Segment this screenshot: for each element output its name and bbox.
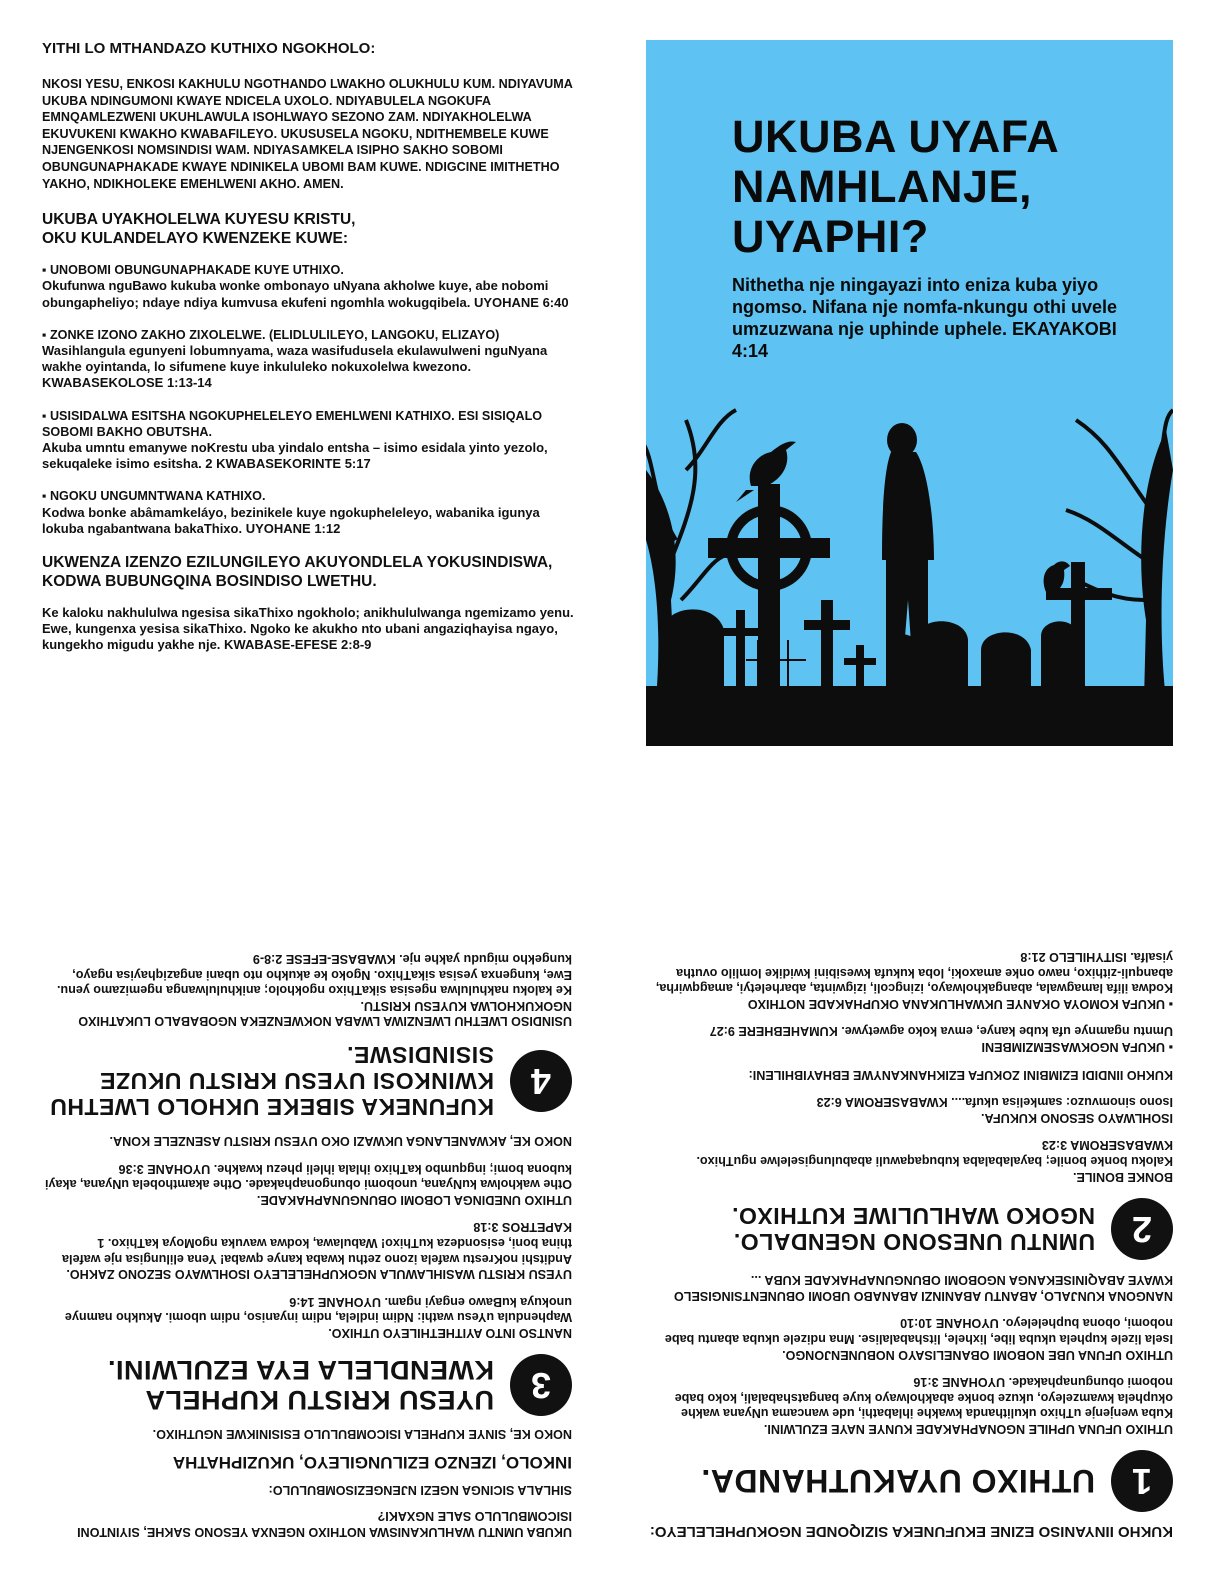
section-3-item — [42, 1293, 572, 1340]
solution-list: INKOLO, IZENZO EZILUNGILEYO, UKUZIPHATHA — [172, 1453, 572, 1472]
works-text: Ke kaloku nakhululwa ngesisa sikaThixo ngokholo; anikhululwanga ngemizamo yenu. Ewe, kungenxa yesisa sikaThixo. Ngoko ke akukho nto ubani angaziqhayisa ngayo, kungekho migudu yakhe nje. KWABASE-EFESE 2:8-9 — [42, 605, 574, 653]
item-head: ▪ UKUFA KOMOYA OKANYE UKWAHLUKANA OKUPHAKADE NOTHIXO — [747, 996, 1173, 1011]
section-2-title: UMNTU UNESONO NGENDALO. NGOKO WAHLULIWE KUTHIXO. — [731, 1202, 1095, 1255]
section-3-title: UYESU KRISTU KUPHELA KWENDLELA EYA EZULWINI. — [107, 1355, 494, 1415]
section-4-number: 4 — [510, 1050, 572, 1112]
works-heading: UKWENZA IZENZO EZILUNGILEYO AKUYONDLELA YOKUSINDISWA, KODWA BUBUNGQINA BOSINDISO LWETHU. — [42, 554, 553, 590]
item-body: Isela lizele kuphela ukuba libe, lixhele, litshabalalise. Mna ndizele ukuba abantu babe nobomi, obona bupheleleyo. UYOHANE 10:10 — [664, 1316, 1173, 1347]
assurance-body: Akuba umntu emanywe noKrestu uba yindalo entsha – isimo esidala yinto yezolo, sekuqaleke isimo esitsha. 2 KWABASEKORINTE 5:17 — [42, 439, 548, 472]
section-1-title: UTHIXO UYAKUTHANDA. — [700, 1463, 1095, 1499]
section-2-item — [646, 1137, 1173, 1184]
section-3-header — [42, 1354, 572, 1416]
section-2-item — [646, 949, 1173, 1011]
item-head: USINDISO LWETHU LWENZIWA LWABA NOKWENZEKA NGOBABALO LUKATHIXO NGOKUKHOLWA KUYESU KRISTU. — [78, 998, 572, 1029]
cover-title-line-1: UKUBA UYAFA — [732, 111, 1060, 162]
cover-title-line-2: NAMHLANJE, — [732, 161, 1033, 212]
solution-intro: UKUBA UMNTU WAHLUKANISWA NOTHIXO NGENXA YESONO SAKHE, SIYINTONI ISICOMBULULO SALE NGXAKI? — [77, 1509, 572, 1539]
section-2-item — [646, 1094, 1173, 1125]
section-2-item — [646, 1023, 1173, 1054]
item-head: ▪ UKUFA NGOKWASEMZIMBENI — [981, 1040, 1173, 1055]
assurance-body: Okufunwa nguBawo kukuba wonke ombonayo uNyana akholwe kuye, abe nobomi obungapheliyo; ndaye ndiya kumvusa ekufeni ngomhla wokugqibela. UYOHANE 6:40 — [42, 278, 569, 310]
item-head: ISOHLWAYO SESONO KUKUFA. — [981, 1110, 1173, 1125]
graveyard-illustration — [646, 40, 1173, 746]
assurance-head: ▪ NGOKU UNGUMNTWANA KATHIXO. — [42, 489, 266, 504]
cover-quote: Nithetha nje ningayazi into eniza kuba yiyo ngomso. Nifana nje nomfa-nkungu othi uvele umzuzwana nje uphinde uphele. EKAYAKOBI 4:14 — [732, 275, 1118, 361]
assurance-head: ▪ UNOBOMI OBUNGUNAPHAKADE KUYE UTHIXO. — [42, 263, 344, 278]
assurance-point — [42, 408, 582, 473]
item-body: Ke kaloku nakhululwa ngesisa sikaThixo ngokholo; anikhululwanga ngemizamo yenu. Ewe, kungenxa yesisa sikaThixo. Ngoko ke akukho nto ubani angaziqhayisa ngayo, kungekho migudu yakhe nje. KWABASE-EFESE 2:8-9 — [56, 952, 572, 998]
item-head: UTHIXO UFUNA UBE NOBOMI OBANELISAYO NOBUNENJONGO. — [782, 1347, 1173, 1362]
section-1-number: 1 — [1111, 1450, 1173, 1512]
section-2-item — [646, 1066, 1173, 1082]
item-body: Kodwa ilifa lamagwala, abangakholwayo, izingcoli, izigwinta, abarheletyi, amagqwirha, abanquli-zithixo, nawo onke amaxoki, loba kukufa kwesibini kwidike lomlilo ovutha yisalfa. ISITYHILELO 21:8 — [655, 950, 1173, 996]
assurance-head: ▪ USISIDALWA ESITSHA NGOKUPHELELEYO EMEHLWENI KATHIXO. ESI SISIQALO SOBOMI BAKHO OBUTSHA. — [42, 408, 543, 439]
section-3-item — [42, 1132, 572, 1148]
section-4-item — [42, 951, 572, 1029]
section-3-number: 3 — [510, 1354, 572, 1416]
item-head: NANGONA KUNJALO, ABANTU ABANINZI ABANABO UBOMI OBUNENTSINGISELO KWAYE ABAQINISEKANGA NGOBOMI OBUNGUNAPHAKADE KUBA ... — [673, 1273, 1173, 1303]
believe-heading-line-1: UKUBA UYAKHOLELWA KUYESU KRISTU, — [42, 211, 356, 229]
assurance-body: Kodwa bonke abâmamkeláyo, bezinikele kuye ngokupheleleyo, wabanika igunya lokuba ngabantwana bakaThixo. UYOHANE 1:12 — [42, 504, 540, 536]
believe-heading — [42, 210, 582, 248]
item-head: NOKO KE, AKWANELANGA UKWAZI OKO UYESU KRISTU ASENZELE KONA. — [109, 1134, 572, 1149]
solution-label: SIHLALA SICINGA NGEZI NJENGEZISOMBULULO: — [268, 1483, 572, 1497]
item-head: BONKE BONILE. — [1072, 1169, 1173, 1184]
section-1-item — [646, 1315, 1173, 1362]
section-3-item — [42, 1219, 572, 1281]
section-3-item — [42, 1160, 572, 1207]
one-solution-text: NOKO KE, SINYE KUPHELA ISICOMBULULO ESISINIKWE NGUTHIXO. — [152, 1427, 572, 1441]
believe-heading-line-2: OKU KULANDELAYO KWENZEKE KUWE: — [42, 230, 348, 248]
section-2-header — [646, 1198, 1173, 1260]
assurance-point — [42, 327, 582, 392]
item-head: UTHIXO UFUNA UPHILE NGONAPHAKADE KUNYE NAYE EZULWINI. — [763, 1422, 1173, 1436]
item-body: Isono sinomvuzo: samkelisa ukufa.... KWABASEROMA 6:23 — [816, 1095, 1173, 1110]
item-body: Waphendula uYesu wathi: Ndim indlela, ndim inyaniso, ndim ubomi. Akukho namnye unokuya kuBawo engayi ngam. UYOHANE 14:6 — [64, 1294, 572, 1325]
item-head: KUKHO IINDIDI EZIMBINI ZOKUFA EZIKHANKANYWE EBHAYIBHILENI: — [748, 1067, 1173, 1082]
item-body: Anditshi noKrestu wafela izono zethu kwaba kanye qwaba! Yena elilungisa nje wafela thina boni, esisondeza kuThixo! Wabulawa, kodwa wavuka ngoMoya kaThixo. 1 KAPETROS 3:18 — [62, 1220, 572, 1266]
section-1-header — [646, 1450, 1173, 1512]
item-head: UYESU KRISTU WASIHLAWULA NGOKUPHELELEYO ISOHLWAYO SEZONO ZAKHO. — [66, 1267, 572, 1282]
section-1-item — [646, 1374, 1173, 1436]
assurance-point — [42, 262, 582, 311]
item-head: NANTSO INTO AYITHETHILEYO UTHIXO. — [328, 1326, 572, 1340]
section-1-item — [646, 1272, 1173, 1303]
prayer-text: NKOSI YESU, ENKOSI KAKHULU NGOTHANDO LWAKHO OLUKHULU KUM. NDIYAVUMA UKUBA NDINGUMONI KWAYE NDICELA UXOLO. NDIYABULELA NGOKUFA EMNQAMLEZWENI UKUHLAWULA ISOHLWAYO SEZONO ZAM. NDIYAKHOLELWA EKUVUKENI KWAKHO KWABAFILEYO. UKUSUSELA NGOKU, NDITHEMBELE KUWE NJENGENKOSI NOMSINDISI WAM. NDIYASAMKELA ISIPHO SAKHO SOBOMI OBUNGUNAPHAKADE KWAYE NDINIKELA UBOMI BAM KUWE. NDIGCINE IMITHETHO YAKHO, NDIKHOLEKE EMEHLWENI AKHO. AMEN. — [42, 77, 573, 191]
assurance-point — [42, 488, 582, 537]
section-4-title: KUFUNEKA SIBEKE UKHOLO LWETHU KWINKOSI UYESU KRISTU UKUZE SISINDISWE. — [49, 1042, 494, 1121]
assurance-body: Wasihlangula egunyeni lobumnyama, waza wasifudusela ekulawulweni nguNyana wakhe oyintanda, lo sifumene kuye inkululeko nokuxolelwa kwezono. KWABASEKOLOSE 1:13-14 — [42, 342, 548, 391]
prayer-panel — [42, 40, 582, 654]
section-4-header — [42, 1042, 572, 1120]
item-body: Umntu ngamnye ufa kube kanye, emva koko agwetywe. KUMAHEBHERE 9:27 — [709, 1024, 1173, 1039]
rotated-panel-sections-3-4 — [42, 840, 572, 1540]
prayer-heading: YITHI LO MTHANDAZO KUTHIXO NGOKHOLO: — [42, 40, 376, 57]
assurance-head: ▪ ZONKE IZONO ZAKHO ZIXOLELWE. (ELIDLULILEYO, LANGOKU, ELIZAYO) — [42, 327, 500, 342]
item-head: UTHIXO UNEDINGA LOBOMI OBUNGUNAPHAKADE. — [256, 1192, 572, 1207]
rotated-panel-sections-1-2 — [646, 840, 1173, 1540]
item-body: Kuba wenjenje uThixo ukulithanda kwakhe ihlabathi, ude wancama uNyana wakhe okuphela kwamzeleyo, ukuze bonke abakholwayo kuye bangatshabalali, koko babe nobomi obungunaphakade. UYOHANE 3:16 — [674, 1375, 1173, 1421]
item-body: Kaloku bonke bonile; bayalabalaba kubuqaqawuli ababulungiselelwe nguThixo. KWABASEROMA 3:23 — [696, 1138, 1173, 1169]
section-2-number: 2 — [1111, 1198, 1173, 1260]
truths-intro: KUKHO IINYANISO EZINE EKUFUNEKA SIZIQONDE NGOKUPHELELEYO: — [649, 1523, 1173, 1540]
cover-title-line-3: UYAPHI? — [732, 211, 929, 262]
item-body: Othe wakholwa kuNyana, unobomi obungonaphakade. Othe akamthobela uNyana, akayi kubona bomi; ingqumbo kaThixo ihlala ihleli phezu kwakhe. UYOHANE 3:36 — [45, 1161, 572, 1192]
cover-panel — [646, 40, 1173, 746]
